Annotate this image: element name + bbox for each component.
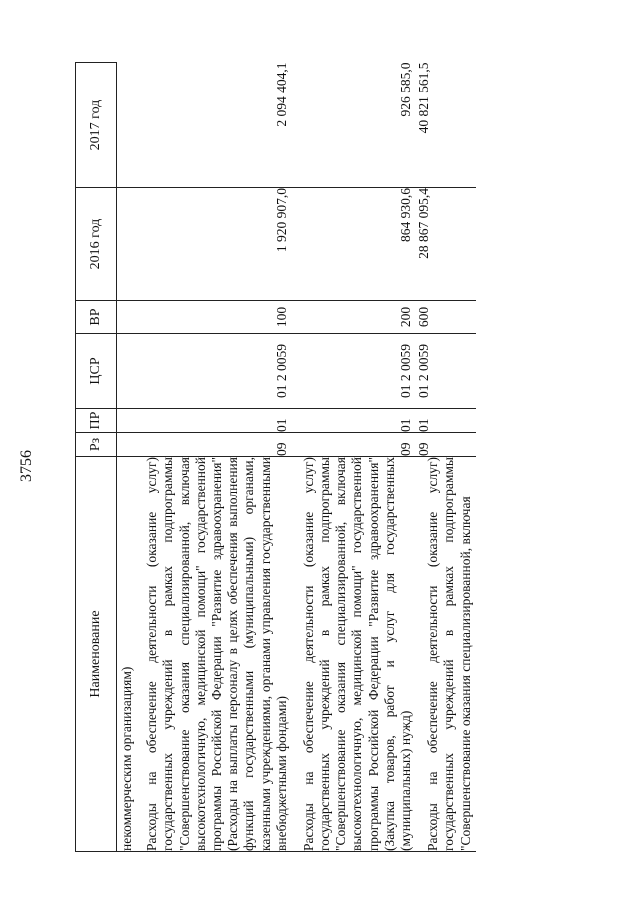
row-vr: 600 bbox=[416, 301, 476, 334]
table-row bbox=[292, 63, 416, 852]
row-continuation-text: некоммерческим организациям) bbox=[117, 457, 136, 852]
row-value-2017: 40 821 561,5 bbox=[416, 63, 476, 188]
row-value-2017: 926 585,0 bbox=[292, 63, 416, 188]
table-row-continuation bbox=[117, 63, 136, 852]
header-vr: ВР bbox=[76, 301, 117, 334]
header-year-2017: 2017 год bbox=[76, 63, 117, 188]
row-name: Расходы на обеспечение деятельности (оказание услуг) государственных учреждений в рамках подпрограммы "Совершенствование оказания специализированной, включая высокотехнологичную, медицинской помощи" государственной программы Российской Федерации "Развитие здравоохранения" (Расходы на выплаты персоналу в целях обеспечения выполнения функций государственными (муниципальными) органами, казенными учреждениями, органами управления государственными внебюджетными фондами) bbox=[135, 457, 292, 852]
header-name: Наименование bbox=[76, 457, 117, 852]
row-value-2016: 28 867 095,4 bbox=[416, 188, 476, 301]
row-csr: 01 2 0059 bbox=[416, 334, 476, 409]
page-number: 3756 bbox=[18, 450, 35, 482]
row-pr: 01 bbox=[292, 409, 416, 433]
row-vr: 200 bbox=[292, 301, 416, 334]
table-row bbox=[416, 63, 476, 852]
row-value-2016: 864 930,6 bbox=[292, 188, 416, 301]
row-name: Расходы на обеспечение деятельности (оказание услуг) государственных учреждений в рамках подпрограммы "Совершенствование оказания специализированной, включая высокотехнологичную, медицинской помощи" государственной программы Российской Федерации "Развитие здравоохранения" (Закупка товаров, работ и услуг для государственных (муниципальных) нужд) bbox=[292, 457, 416, 852]
row-name: Расходы на обеспечение деятельности (оказание услуг) государственных учреждений в рамках подпрограммы "Совершенствование оказания специализированной, включая bbox=[416, 457, 476, 852]
table-header-row bbox=[76, 63, 117, 852]
row-csr: 01 2 0059 bbox=[292, 334, 416, 409]
row-value-2016: 1 920 907,0 bbox=[135, 188, 292, 301]
row-rz: 09 bbox=[292, 433, 416, 457]
header-year-2016: 2016 год bbox=[76, 188, 117, 301]
row-csr: 01 2 0059 bbox=[135, 334, 292, 409]
header-csr: ЦСР bbox=[76, 334, 117, 409]
header-pr: ПР bbox=[76, 409, 117, 433]
row-rz: 09 bbox=[416, 433, 476, 457]
row-vr: 100 bbox=[135, 301, 292, 334]
row-pr: 01 bbox=[135, 409, 292, 433]
table-row bbox=[135, 63, 292, 852]
row-rz: 09 bbox=[135, 433, 292, 457]
header-rz: Рз bbox=[76, 433, 117, 457]
row-pr: 01 bbox=[416, 409, 476, 433]
budget-table bbox=[75, 62, 476, 852]
row-value-2017: 2 094 404,1 bbox=[135, 63, 292, 188]
